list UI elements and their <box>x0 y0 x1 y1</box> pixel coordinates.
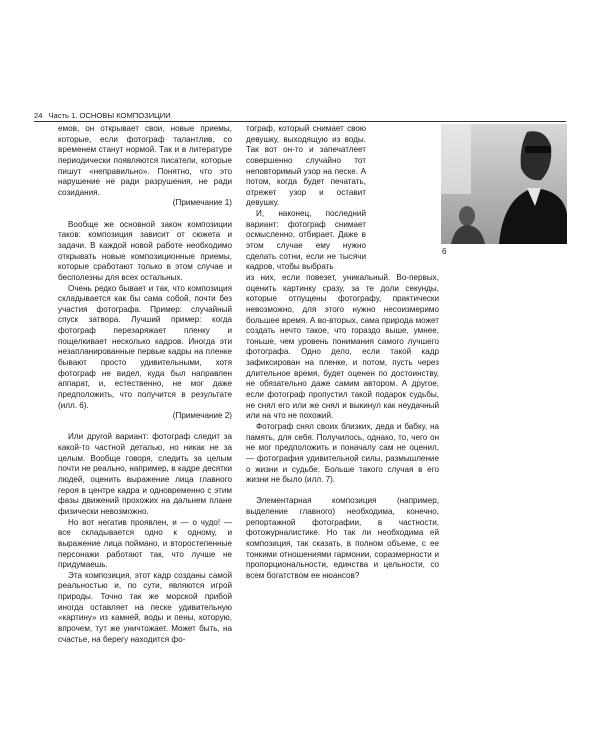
text-column-right <box>246 124 439 582</box>
paragraph: И, наконец, последний вариант: фотограф снимает осмысленно, отбирает. Даже в этом случае ему нужно сделать сотни, если не тысячи кадров, чтобы выбрать <box>246 209 366 272</box>
paragraph: Элементарная композиция (например, выделение главного) необходима, конечно, репортажной фотографии, в частности, фотожурналистике. Но так ли необходима ей композиция, так сказать, в полном объеме, с ее тонкими отношениями гармонии, соразмерности и пропорциональности, единства и цельности, со всем богатством ее нюансов? <box>246 496 439 580</box>
section-title: Часть 1. ОСНОВЫ КОМПОЗИЦИИ <box>48 111 171 120</box>
paragraph: Вообще же основной закон композиции таков: композиция зависит от сюжета и задачи. В каждой новой работе необходимо открывать новые композиционные приемы, которые сработают только в этом случае и бесполезны для всех остальных. <box>58 219 232 282</box>
running-header <box>34 110 566 122</box>
note-line <box>58 198 232 209</box>
paragraph: Или другой вариант: фотограф следит за какой-то частной деталью, но никак не за целым. Вообще говоря, следить за целым почти не реально, например, в кадре десятки людей, оценить выражение лица главного героя в центре кадра и одновременно с этим фазы движений прохожих на дальнем плане физически невозможно. <box>58 432 232 516</box>
text-column-left <box>58 124 232 645</box>
paragraph: тограф, который снимает свою девушку, выходящую из воды. Так вот он-то и запечатлеет совершенно случайно тот неповторимый узор на песке. А потом, когда будет печатать, отрежет узор и оставит девушку. <box>246 124 366 208</box>
paragraph: из них, если повезет, уникальный. Во-первых, оценить картинку сразу, за те доли секунды, которые отпущены фотографу, практически невозможно, для этого нужно несоизмеримо большее время. А во-вторых, сама природа может создать нечто такое, что гораздо выше, умнее, тоньше, чем уровень понимания самого лучшего фотографа. Одно дело, если такой кадр зафиксирован на пленке, и потом, пусть через длительное время, будет оценен по достоинству, не обязательно даже самим автором. А другое, если фотограф пропустил такой подарок судьбы, не снял его или же снял и выкинул как неудачный или на что не похожий. <box>246 272 439 421</box>
paragraph: Но вот негатив проявлен, и — о чудо! — все складывается одно к одному, и выражение лица поймано, и второстепенные персонажи работают так, что лучше не придумаешь. <box>58 517 232 570</box>
note-reference: (Примечание 1) <box>172 198 232 208</box>
page-number: 24 <box>34 111 43 120</box>
photo-caption: 6 <box>442 247 447 256</box>
note-reference: (Примечание 2) <box>172 411 232 421</box>
paragraph: Фотограф снял своих близких, деда и бабку, на память, для себя. Получилось, однако, то, чего он не мог предположить и поначалу сам не оценил, — фотография удивительной силы, размышление о жизни и судьбе. Больше такого случая в его жизни не было (илл. 7). <box>246 421 439 485</box>
note-line <box>58 411 232 422</box>
paragraph: Эта композиция, этот кадр созданы самой реальностью и, по сути, являются игрой природы. Точно так же морской прибой иногда оставляет на песке удивительную «картину» из камней, воды и пены, которую, впрочем, тут же уничтожает. Может быть, на счастье, на берегу находится фо- <box>58 570 232 644</box>
illustration-photo <box>441 124 567 244</box>
paragraph: Очень редко бывает и так, что композиция складывается как бы сама собой, почти без участия фотографа. Пример: случайный спуск затвора. Лучший пример: когда фотограф перезаряжает пленку и пощелкивает несколько кадров. Иногда эти незапланированные первые кадры на пленке бывают просто удивительными, хотя фотограф не видел, куда был направлен аппарат, и, естественно, не мог даже предположить, что получится в результате (илл. 6). <box>58 283 232 410</box>
paragraph: емов, он открывает свои, новые приемы, которые, если фотограф талантлив, со временем станут нормой. Так и в литературе периодически появляются писатели, которые пишут «неправильно». Понятно, что это нарушение не ради разрушения, не ради созидания. <box>58 124 232 197</box>
